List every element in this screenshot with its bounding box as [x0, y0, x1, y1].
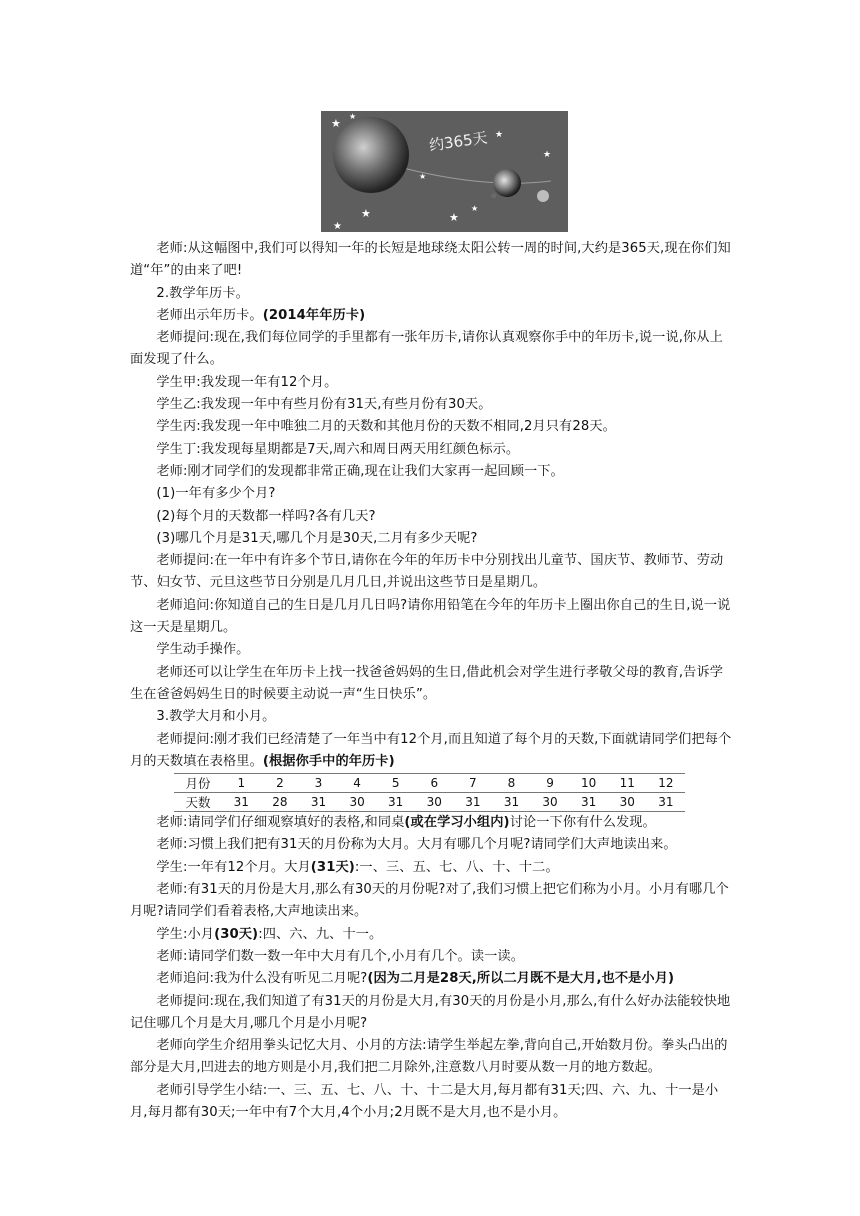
paragraph: 学生丙:我发现一年中唯独二月的天数和其他月份的天数不相同,2月只有28天。 [156, 419, 616, 435]
svg-text:★: ★ [471, 204, 479, 213]
paragraph-text: 讨论一下你有什么发现。 [509, 815, 656, 831]
paragraph: 老师:请同学们数一数一年中大月有几个,小月有几个。读一读。 [156, 948, 524, 964]
paragraph: 老师:有31天的月份是大月,那么有30天的月份呢?对了,我们习惯上把它们称为小月。小月有哪几个月呢?请同学们看着表格,大声地读出来。 [130, 882, 729, 920]
table-cell: 31 [492, 793, 531, 812]
paragraph: 老师:习惯上我们把有31天的月份称为大月。大月有哪几个月呢?请同学们大声地读出来。 [156, 837, 677, 853]
paragraph [130, 729, 734, 774]
paragraph-text: :四、六、九、十一。 [258, 926, 383, 942]
svg-text:★: ★ [331, 117, 341, 130]
paragraph: 学生动手操作。 [156, 642, 250, 658]
paragraph-text: 老师提问:刚才我们已经清楚了一年当中有12个月,而且知道了每个月的天数,下面就请同学们把每个月的天数填在表格里。 [130, 731, 732, 769]
paragraph: 老师提问:现在,我们知道了有31天的月份是大月,有30天的月份是小月,那么,有什么好办法能较快地记住哪几个月是大月,哪几个月是小月呢? [130, 993, 731, 1031]
svg-text:★: ★ [543, 150, 552, 160]
table-cell: 30 [415, 793, 454, 812]
table-cell: 6 [415, 774, 454, 793]
paragraph-note: (31天) [310, 859, 355, 875]
earth-orbit-sun-image [321, 111, 568, 232]
paragraph-note: (30天) [214, 926, 259, 942]
table-cell: 30 [608, 793, 647, 812]
question-item: (1)一年有多少个月? [156, 486, 276, 502]
table-cell: 31 [376, 793, 415, 812]
table-cell: 11 [608, 774, 647, 793]
table-cell: 12 [647, 774, 686, 793]
table-cell: 31 [299, 793, 338, 812]
table-header-cell: 月份 [174, 774, 222, 793]
table-cell: 9 [531, 774, 570, 793]
paragraph: 老师向学生介绍用拳头记忆大月、小月的方法:请学生举起左拳,背向自己,开始数月份。拳头凸出的部分是大月,凹进去的地方则是小月,我们把二月除外,注意数八月时要从数一月的地方数起。 [130, 1038, 728, 1076]
paragraph-note: (因为二月是28天,所以二月既不是大月,也不是小月) [367, 971, 675, 987]
month-days-table [174, 773, 685, 812]
table-cell: 5 [376, 774, 415, 793]
table-cell: 30 [531, 793, 570, 812]
table-cell: 28 [261, 793, 300, 812]
table-cell: 31 [569, 793, 608, 812]
table-cell: 30 [338, 793, 377, 812]
sun-planet-shape [333, 117, 409, 193]
table-header-cell: 天数 [174, 793, 222, 812]
section-heading: 2.教学年历卡。 [156, 285, 249, 301]
paragraph [130, 305, 734, 327]
paragraph-note: (根据你手中的年历卡) [262, 753, 395, 769]
paragraph [130, 968, 734, 990]
table-row [174, 774, 685, 793]
section-heading: 3.教学大月和小月。 [156, 709, 276, 725]
paragraph: 学生乙:我发现一年中有些月份有31天,有些月份有30天。 [156, 397, 492, 413]
table-cell: 31 [454, 793, 493, 812]
question-item: (2)每个月的天数都一样吗?各有几天? [156, 508, 376, 524]
table-row [174, 793, 685, 812]
paragraph-text: 学生:一年有12个月。大月 [156, 859, 311, 875]
paragraph-text: 老师追问:我为什么没有听见二月呢? [156, 971, 368, 987]
paragraph: 学生丁:我发现每星期都是7天,周六和周日两天用红颜色标示。 [156, 441, 520, 457]
paragraph: 老师还可以让学生在年历卡上找一找爸爸妈妈的生日,借此机会对学生进行孝敬父母的教育,告诉学生在爸爸妈妈生日的时候要主动说一声“生日快乐”。 [130, 664, 724, 702]
paragraph: 老师:刚才同学们的发现都非常正确,现在让我们大家再一起回顾一下。 [156, 463, 564, 479]
paragraph: 老师提问:现在,我们每位同学的手里都有一张年历卡,请你认真观察你手中的年历卡,说一说,你从上面发现了什么。 [130, 330, 723, 368]
table-cell: 3 [299, 774, 338, 793]
moon-shape [537, 190, 549, 202]
paragraph-text: 老师出示年历卡。 [156, 307, 263, 323]
paragraph-note: (2014年年历卡) [262, 307, 366, 323]
paragraph: 老师引导学生小结:一、三、五、七、八、十、十二是大月,每月都有31天;四、六、九、十一是小月,每月都有30天;一年中有7个大月,4个小月;2月既不是大月,也不是小月。 [130, 1082, 719, 1120]
table-cell: 4 [338, 774, 377, 793]
paragraph-text: 老师:请同学们仔细观察填好的表格,和同桌 [156, 815, 405, 831]
paragraph: 老师:从这幅图中,我们可以得知一年的长短是地球绕太阳公转一周的时间,大约是365天,现在你们知道“年”的由来了吧! [130, 241, 731, 279]
paragraph: 学生甲:我发现一年有12个月。 [156, 374, 338, 390]
table-cell: 31 [222, 793, 261, 812]
svg-text:★: ★ [333, 221, 342, 232]
table-cell: 1 [222, 774, 261, 793]
paragraph-text: 学生:小月 [156, 926, 215, 942]
table-cell: 8 [492, 774, 531, 793]
paragraph-note: (或在学习小组内) [404, 815, 510, 831]
figure-caption: 约365天 [428, 128, 489, 155]
table-cell: 7 [454, 774, 493, 793]
table-cell: 31 [647, 793, 686, 812]
paragraph [130, 812, 734, 834]
earth-shape [493, 169, 521, 197]
earth-orbit-figure [321, 111, 568, 232]
paragraph: 老师提问:在一年中有许多个节日,请你在今年的年历卡中分别找出儿童节、国庆节、教师节、劳动节、妇女节、元旦这些节日分别是几月几日,并说出这些节日是星期几。 [130, 553, 724, 591]
svg-text:★: ★ [449, 211, 459, 224]
table-cell: 2 [261, 774, 300, 793]
paragraph: 老师追问:你知道自己的生日是几月几日吗?请你用铅笔在今年的年历卡上圈出你自己的生日,说一说这一天是星期几。 [130, 597, 731, 636]
paragraph [130, 857, 734, 879]
question-item: (3)哪几个月是31天,哪几个月是30天,二月有多少天呢? [156, 530, 478, 546]
svg-text:★: ★ [349, 112, 357, 121]
svg-text:★: ★ [361, 207, 371, 220]
svg-text:★: ★ [419, 172, 427, 181]
paragraph [130, 924, 734, 946]
svg-text:★: ★ [495, 130, 504, 140]
table-cell: 10 [569, 774, 608, 793]
paragraph-text: :一、三、五、七、八、十、十二。 [354, 859, 559, 875]
document-body [130, 238, 734, 1124]
